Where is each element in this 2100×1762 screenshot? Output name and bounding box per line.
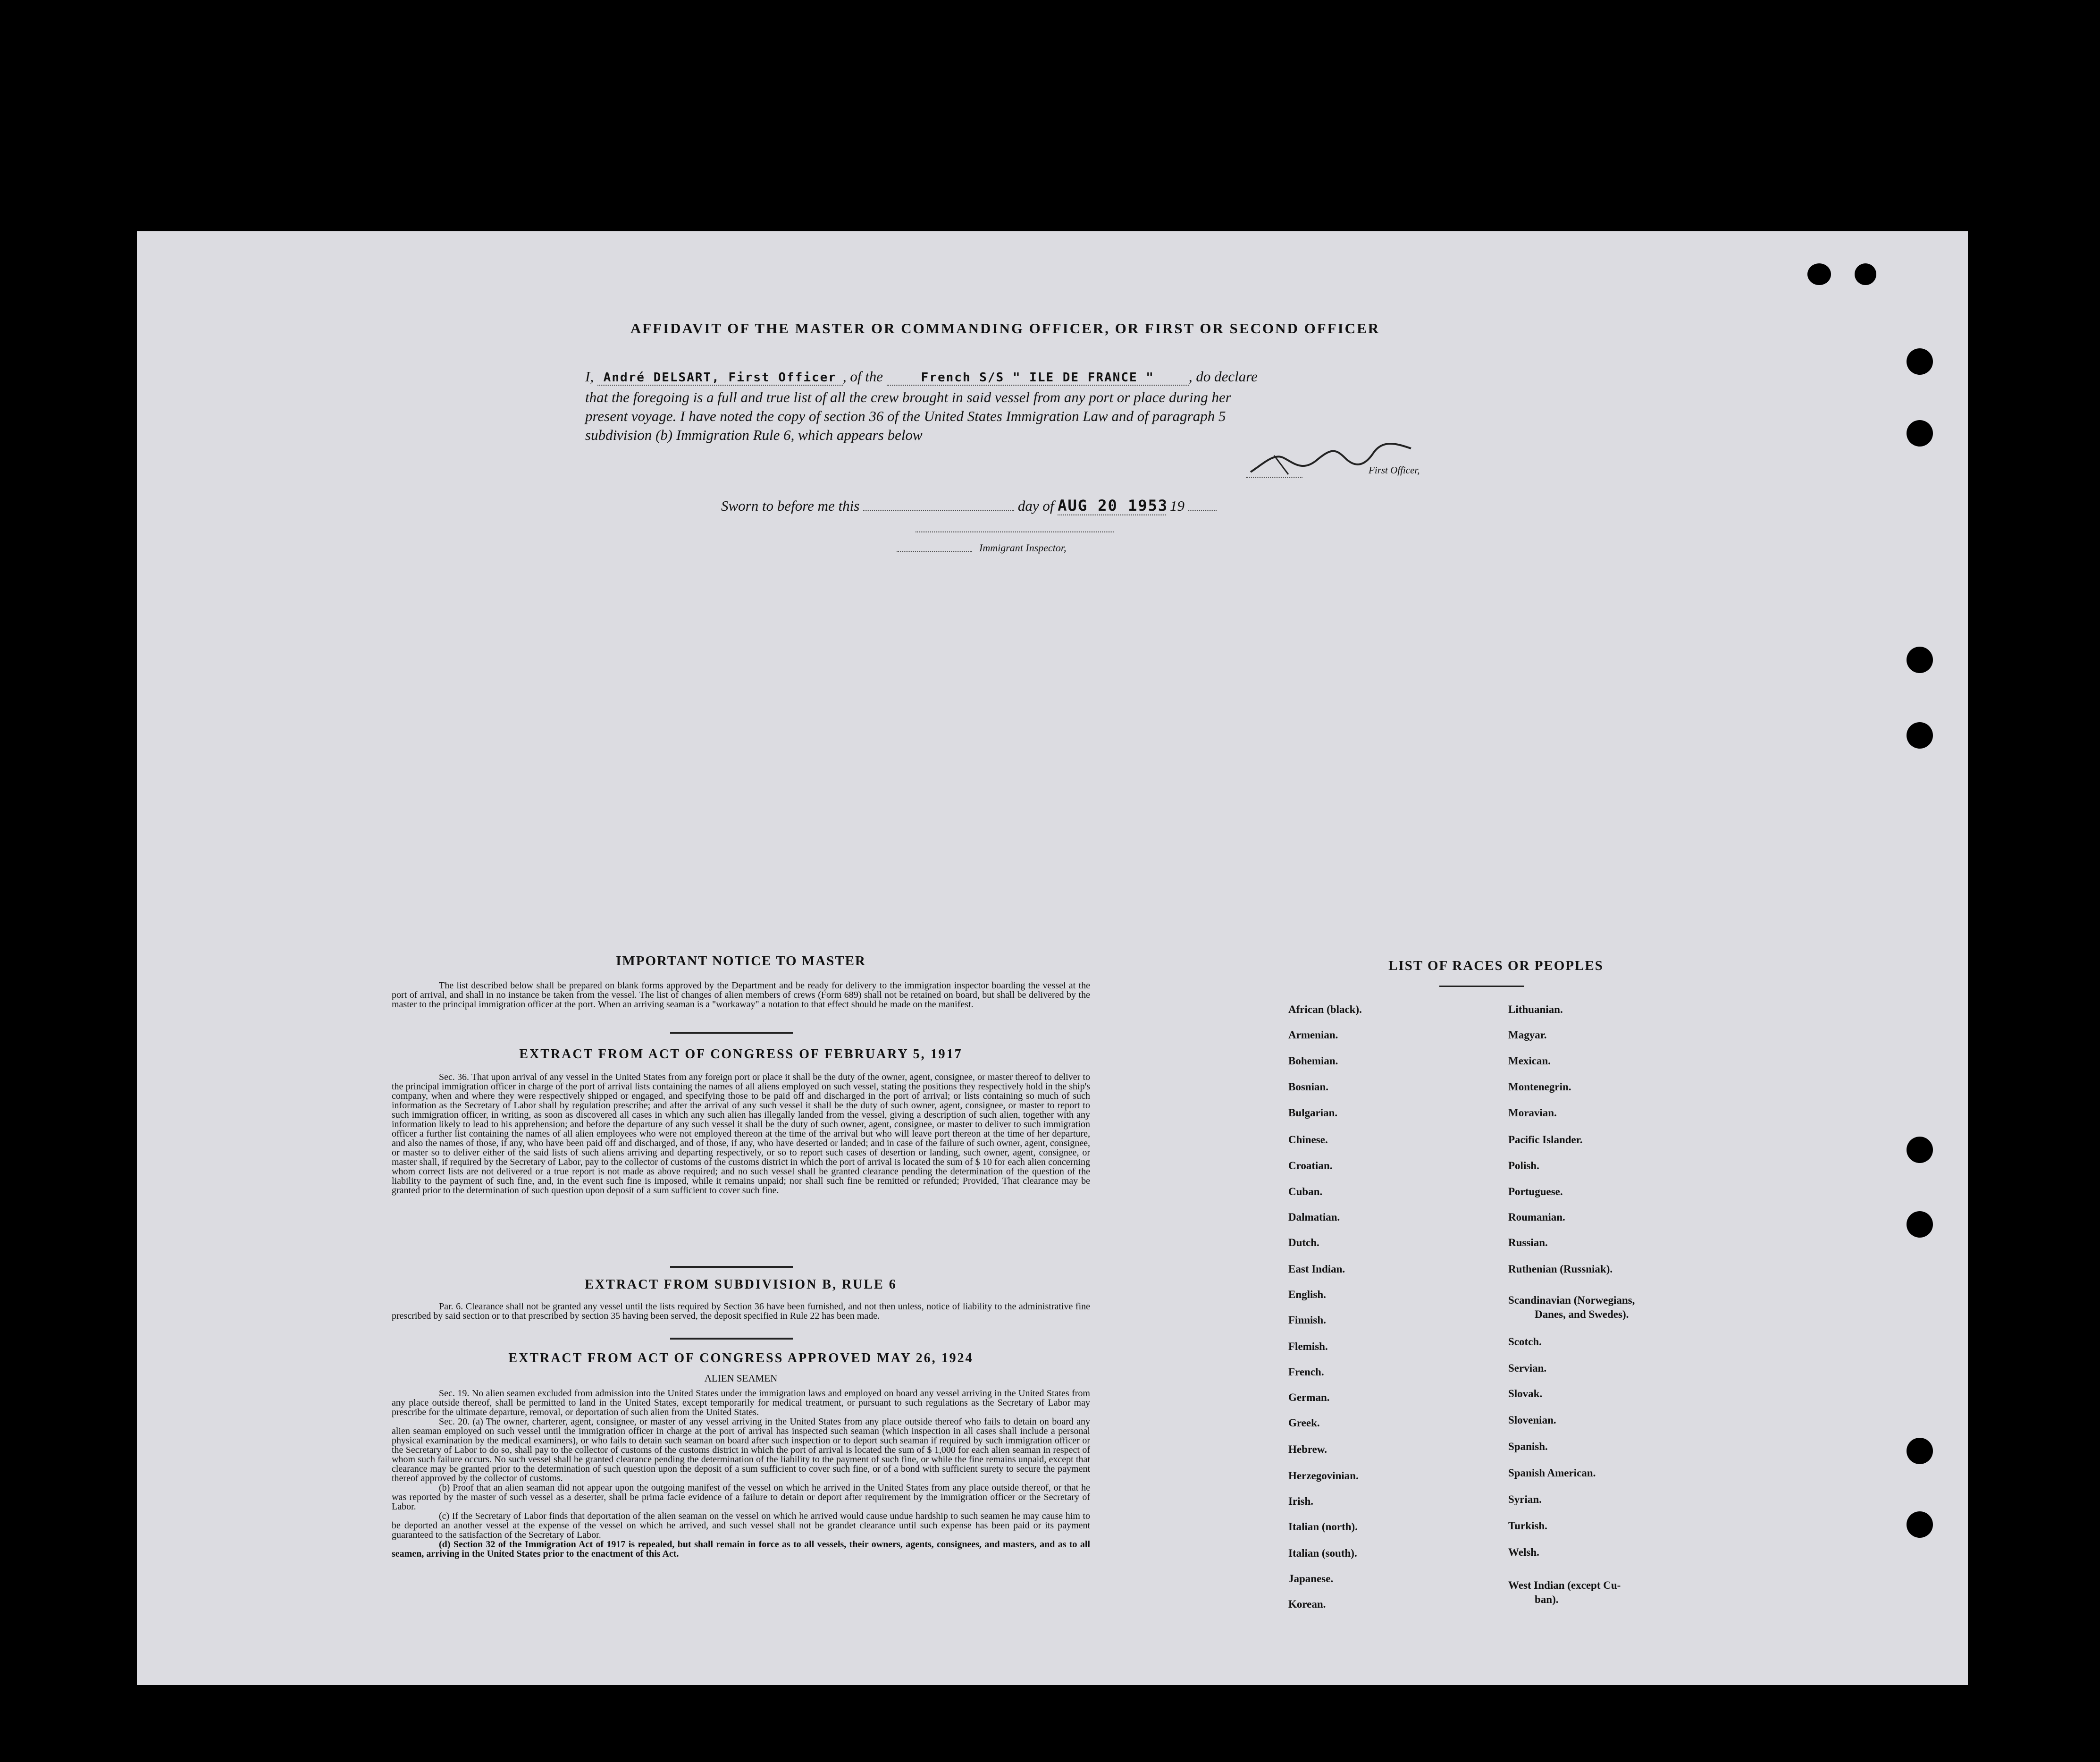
notice-title: IMPORTANT NOTICE TO MASTER <box>616 953 866 969</box>
race-item: Chinese. <box>1288 1134 1328 1146</box>
section-divider <box>670 1032 793 1034</box>
section-20b-text: (b) Proof that an alien seaman did not appear upon the outgoing manifest of the vessel on which he arrived in the United States from any place outside thereof, or that he was reported by the master of such vessel as a deserter, shall be prima facie evidence of a failure to detain or deport after requirement by the immigration officer or the Secretary of Labor. <box>392 1483 1090 1512</box>
race-item: Servian. <box>1508 1362 1547 1374</box>
affidavit-title: AFFIDAVIT OF THE MASTER OR COMMANDING OFFICER, OR FIRST OR SECOND OFFICER <box>630 320 1380 337</box>
race-item: Italian (north). <box>1288 1521 1358 1533</box>
race-item: Portuguese. <box>1508 1186 1563 1197</box>
race-item: Bohemian. <box>1288 1055 1338 1067</box>
section-20a-text: Sec. 20. (a) The owner, charterer, agent, consignee, or master of any vessel arriving in the United States from any place outside thereof who fails to detain on board any alien seaman employed on such vessel until the immigration officer in charge at the port of arrival has inspected such seaman (which inspection in all cases shall include a personal physical examination by the medical examiners), or who fails to detain such seaman on board after such inspection or to deport such seaman if required by such immigration officer or the Secretary of Labor to do so, shall pay to the collector of customs of the customs district in which the port of arrival is located the sum of $ 1,000 for each alien seaman in respect of whom such failure occurs. No such vessel shall be granted clearance pending the determination of the liability to the payment of such fine, or while the fine remains unpaid, except that clearance may be granted prior to the determination of such question upon the deposit of a sum sufficient to cover such fine, or of a bond with sufficient surety to secure the payment thereof approved by the collector of customs. <box>392 1416 1090 1484</box>
punch-hole <box>1907 1137 1933 1163</box>
race-item: Cuban. <box>1288 1186 1323 1197</box>
day-of-text: day of <box>1017 497 1054 514</box>
race-item: East Indian. <box>1288 1263 1345 1275</box>
signature-caption: First Officer, <box>1369 464 1420 476</box>
race-item: Pacific Islander. <box>1508 1134 1583 1146</box>
do-declare-text: , do declare <box>1188 368 1258 385</box>
race-item: German. <box>1288 1391 1330 1403</box>
race-item: Montenegrin. <box>1508 1081 1571 1093</box>
race-item: Scandinavian (Norwegians, <box>1508 1294 1635 1306</box>
race-item: Dalmatian. <box>1288 1211 1340 1223</box>
section-divider <box>670 1338 793 1340</box>
punch-hole <box>1855 263 1876 285</box>
punch-hole <box>1907 647 1933 673</box>
date-stamp: AUG 20 1953 <box>1058 497 1168 514</box>
pronoun: I, <box>585 368 594 385</box>
punch-hole <box>1907 420 1933 447</box>
race-item: Syrian. <box>1508 1493 1542 1505</box>
race-item: Korean. <box>1288 1598 1326 1610</box>
race-item: Spanish American. <box>1508 1467 1596 1479</box>
race-item: Hebrew. <box>1288 1443 1327 1455</box>
section-19-text: Sec. 19. No alien seamen excluded from admission into the United States under the immigration laws and employed on board any vessel arriving in the United States from any place outside thereof, shall be permitted to land in the United States, except temporarily for medical treatment, or pursuant to such regulations as the Secretary of Labor may prescribe for the ultimate departure, removal, or deportation of such alien from the United States. <box>392 1388 1090 1417</box>
vessel-name-field: French S/S " ILE DE FRANCE " <box>887 371 1189 386</box>
race-item: Roumanian. <box>1508 1211 1565 1223</box>
race-item: ban). <box>1535 1593 1559 1605</box>
punch-hole <box>1907 1438 1933 1464</box>
race-item: Bulgarian. <box>1288 1107 1338 1119</box>
punch-hole <box>1907 1511 1933 1538</box>
race-item: Scotch. <box>1508 1336 1542 1348</box>
race-item: Moravian. <box>1508 1107 1557 1119</box>
section-20c-text: (c) If the Secretary of Labor finds that deportation of the alien seaman on the vessel on which he arrived would cause undue hardship to such seamen he may cause him to be deported an another vessel at the expense of the vessel on which he arrived, and such vessel shall not be grandet clearance until such expense has been paid or its payment guaranteed to the satisfaction of the Secretary of Labor. <box>392 1511 1090 1540</box>
officer-name-field: André DELSART, First Officer <box>597 371 843 386</box>
race-item: Herzegovinian. <box>1288 1470 1359 1482</box>
race-item: French. <box>1288 1366 1324 1378</box>
race-item: West Indian (except Cu- <box>1508 1579 1621 1591</box>
race-item: Magyar. <box>1508 1029 1547 1041</box>
race-item: Bosnian. <box>1288 1081 1329 1093</box>
sworn-text: Sworn to before me this <box>721 497 860 514</box>
race-item: Ruthenian (Russniak). <box>1508 1263 1613 1275</box>
extract-1917-title: EXTRACT FROM ACT OF CONGRESS OF FEBRUARY 5, 1917 <box>519 1047 963 1062</box>
race-item: Russian. <box>1508 1237 1548 1248</box>
race-item: Italian (south). <box>1288 1547 1357 1559</box>
race-item: Croatian. <box>1288 1160 1333 1172</box>
extract-1924-body <box>392 1389 1090 1559</box>
inspector-name-line <box>897 551 972 552</box>
race-item: Danes, and Swedes). <box>1535 1308 1629 1320</box>
race-item: Greek. <box>1288 1417 1320 1429</box>
race-item: Flemish. <box>1288 1340 1328 1352</box>
document-page <box>137 231 1968 1685</box>
race-item: Armenian. <box>1288 1029 1338 1041</box>
extract-rule6-body: Par. 6. Clearance shall not be granted any vessel until the lists required by Section 36 have been furnished, and not then unless, notice of liability to the administrative fine prescribed by said section or to that prescribed by section 35 having been served, the deposit specified in Rule 22 has been made. <box>392 1301 1090 1321</box>
extract-1924-subtitle: ALIEN SEAMEN <box>704 1373 778 1384</box>
race-item: Finnish. <box>1288 1314 1326 1326</box>
race-item: Dutch. <box>1288 1237 1319 1248</box>
of-the-text: , of the <box>842 368 883 385</box>
section-divider <box>670 1266 793 1268</box>
sworn-day-field <box>863 510 1014 511</box>
affidavit-body-line-3: subdivision (b) Immigration Rule 6, which appears below <box>585 427 923 443</box>
affidavit-body-line-2: present voyage. I have noted the copy of section 36 of the United States Immigration Law and of paragraph 5 <box>585 408 1226 424</box>
race-item: Spanish. <box>1508 1441 1548 1452</box>
race-item: Slovak. <box>1508 1388 1543 1399</box>
year-field <box>1188 510 1217 511</box>
punch-hole <box>1907 348 1933 375</box>
section-20d-text: (d) Section 32 of the Immigration Act of 1917 is repealed, but shall remain in force as to all vessels, their owners, agents, consignees, and masters, and as to all seamen, arriving in the United States prior to the enactment of this Act. <box>392 1539 1090 1559</box>
race-item: Welsh. <box>1508 1546 1539 1558</box>
inspector-caption: Immigrant Inspector, <box>979 542 1067 554</box>
section-divider <box>1439 986 1524 987</box>
notice-body: The list described below shall be prepared on blank forms approved by the Department and be ready for delivery to the immigration inspector boarding the vessel at the port of arrival, and shall in no instance be taken from the vessel. The list of changes of alien members of crews (Form 689) shall not be retained on board, but shall be delivered by the master to the principal immigration officer at the port. When an arriving seaman is a "workaway" a notation to that effect should be made on the manifest. <box>392 980 1090 1010</box>
affidavit-body-line-1: that the foregoing is a full and true list of all the crew brought in said vessel from any port or place during her <box>585 389 1231 405</box>
race-item: Irish. <box>1288 1495 1314 1507</box>
race-item: Japanese. <box>1288 1573 1334 1585</box>
race-item: African (black). <box>1288 1003 1362 1015</box>
punch-hole <box>1807 263 1831 285</box>
race-item: Lithuanian. <box>1508 1003 1563 1015</box>
race-item: Turkish. <box>1508 1520 1547 1532</box>
inspector-signature-line <box>916 531 1114 532</box>
affidavit-declaration-line <box>585 368 1604 386</box>
year-prefix: 19 <box>1169 497 1184 514</box>
extract-1924-title: EXTRACT FROM ACT OF CONGRESS APPROVED MAY 26, 1924 <box>508 1351 974 1366</box>
race-item: Mexican. <box>1508 1055 1551 1067</box>
punch-hole <box>1907 1211 1933 1238</box>
signature-line <box>1246 477 1302 478</box>
race-item: Polish. <box>1508 1160 1539 1172</box>
extract-rule6-title: EXTRACT FROM SUBDIVISION B, RULE 6 <box>585 1277 897 1292</box>
sworn-line <box>721 497 1217 515</box>
punch-hole <box>1907 722 1933 749</box>
race-item: Slovenian. <box>1508 1414 1556 1426</box>
extract-1917-body: Sec. 36. That upon arrival of any vessel in the United States from any foreign port or place it shall be the duty of the owner, agent, consignee, or master thereof to deliver to the principal immigration officer in charge of the port of arrival lists containing the names of all aliens employed on such vessel, stating the positions they respectively hold in the ship's company, when and where they were respectively shipped or engaged, and specifying those to be paid off and discharged in the port of arrival; or lists containing so much of such information as the Secretary of Labor shall by regulation prescribe; and after the arrival of any such vessel it shall be the duty of such owner, agent, consignee, or master to report to such immigration officer, in writing, as soon as discovered all cases in which any such alien has illegally landed from the vessel, giving a description of such alien, together with any information likely to lead to his apprehension; and before the departure of any such vessel it shall be the duty of such owner, agent, consignee, or master to deliver to such immigration officer a further list containing the names of all alien employees who were not employed thereon at the time of the arrival but who will leave port thereon at the time of her departure, and also the names of those, if any, who have been paid off and discharged, and of those, if any, who have deserted or landed; and in case of the failure of such owner, agent, consignee, or master so to deliver either of the said lists of such aliens arriving and departing respectively, or so to report such cases of desertion or landing, such owner, agent, consignee, or master shall, if required by the Secretary of Labor, pay to the collector of customs of the customs district in which the port of arrival is located the sum of $ 10 for each alien concerning whom correct lists are not delivered or a true report is not made as above required; and no such vessel shall be granted clearance pending the determination of the question of the liability to the payment of such fine, and, in the event such fine is imposed, while it remains unpaid; nor shall such fine be remitted or refunded; Provided, That clearance may be granted prior to the determination of such question upon deposit of a sum sufficient to cover such fine. <box>392 1072 1090 1196</box>
race-item: English. <box>1288 1289 1326 1300</box>
races-title: LIST OF RACES OR PEOPLES <box>1388 958 1604 973</box>
